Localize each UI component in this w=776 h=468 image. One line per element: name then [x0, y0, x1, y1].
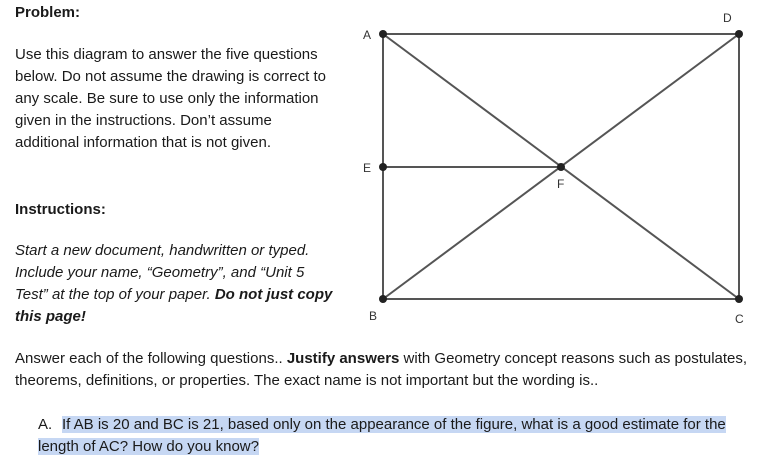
label-f: F: [557, 177, 565, 191]
point-e: [379, 163, 387, 171]
instructions-heading: Instructions:: [15, 201, 106, 218]
question-a-letter: A.: [38, 416, 53, 433]
answer-text-bold: Justify answers: [286, 350, 400, 367]
label-a: A: [363, 28, 372, 42]
label-d: D: [723, 11, 732, 25]
point-f: [557, 163, 565, 171]
point-b: [379, 295, 387, 303]
label-e: E: [363, 161, 372, 175]
answer-text-end: with Geometry concept reasons such as postulates, theorems, definitions, or properties. The exact name is not important but the wording is..: [15, 350, 748, 389]
label-c: C: [735, 312, 744, 326]
problem-text: Use this diagram to answer the five questions below. Do not assume the drawing is correct to any scale. Be sure to use only the information given in the instructions. Don’t assume additional information that is not given.: [15, 46, 326, 151]
answer-text-start: Answer each of the following questions..: [15, 350, 287, 367]
instructions-italic-text: Start a new document, handwritten or typed. Include your name, “Geometry”, and “Unit 5 Test” at the top of your paper.: [15, 242, 310, 303]
question-a-text: If AB is 20 and BC is 21, based only on the appearance of the figure, what is a good estimate for the length of AC? How do you know?: [38, 416, 726, 455]
label-b: B: [369, 309, 378, 323]
point-c: [735, 295, 743, 303]
point-a: [379, 30, 387, 38]
problem-heading: Problem:: [15, 4, 81, 21]
point-d: [735, 30, 743, 38]
instructions-bold-text: Do not just copy this page!: [15, 286, 333, 325]
